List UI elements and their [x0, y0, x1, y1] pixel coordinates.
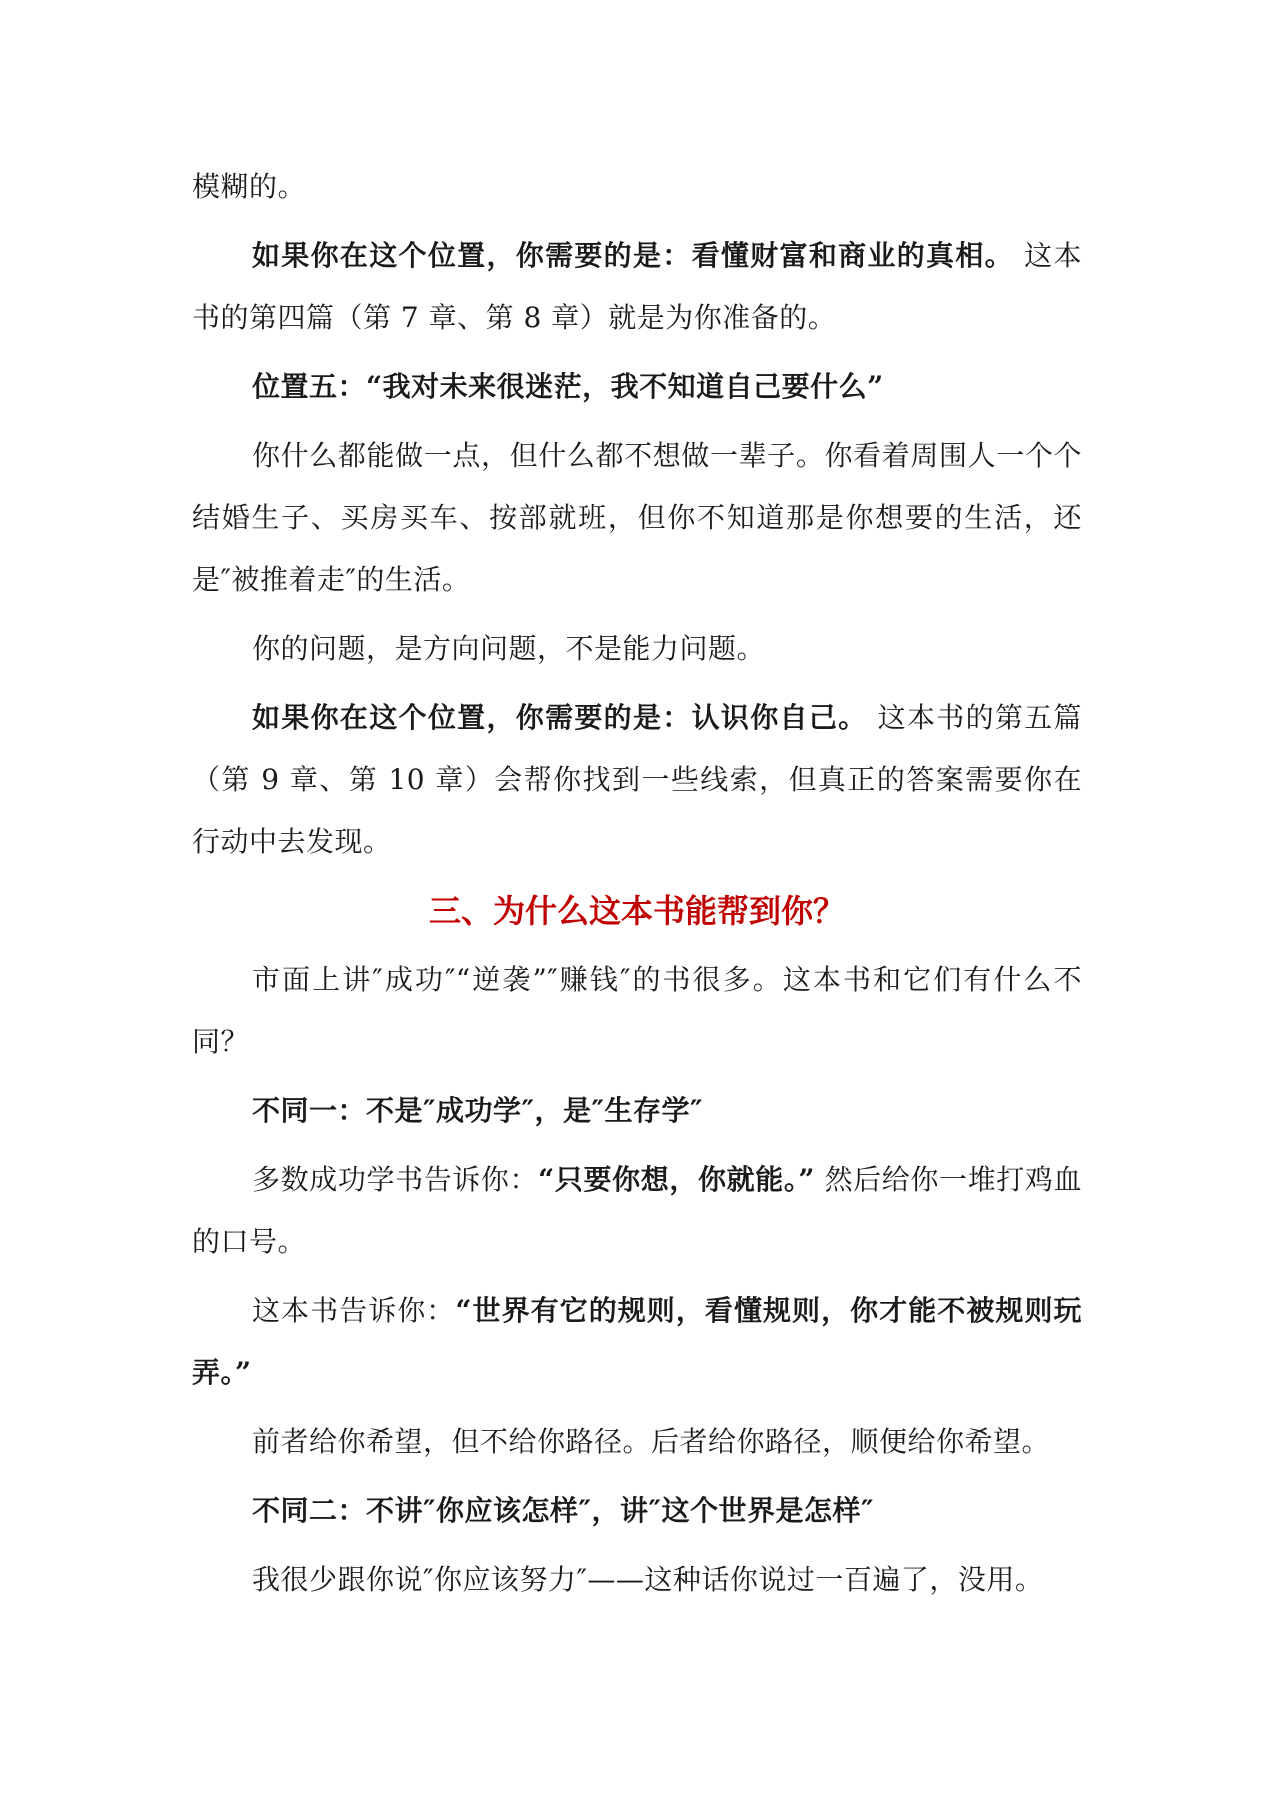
paragraph-rarely-say: [192, 1549, 1082, 1611]
paragraph-text: 你的问题，是方向问题，不是能力问题。: [252, 632, 766, 665]
paragraph-market-books: [192, 949, 1082, 1073]
paragraph-text: 这本书的第五篇（第 9 章、第 10 章）会帮你找到一些线索，但真正的答案需要你在行动中去发现。: [192, 701, 1082, 858]
paragraph-text: 多数成功学书告诉你：: [252, 1163, 539, 1196]
paragraph-bold-quote: “只要你想，你就能。”: [538, 1163, 816, 1196]
paragraph-this-book: [192, 1280, 1082, 1404]
paragraph-position5-need: [192, 687, 1082, 873]
paragraph-text: 模糊的。: [192, 170, 307, 203]
paragraph-position4-need: [192, 225, 1082, 349]
paragraph-text: 前者给你希望，但不给你路径。后者给你路径，顺便给你希望。: [252, 1425, 1051, 1458]
paragraph-continuation: [192, 156, 1082, 218]
paragraph-bold-text: 如果你在这个位置，你需要的是：看懂财富和商业的真相。: [252, 239, 1014, 272]
subheading-difference-two: [192, 1480, 1082, 1542]
subheading-text: 不同二：不讲″你应该怎样″，讲″这个世界是怎样″: [252, 1494, 875, 1527]
paragraph-text: 你什么都能做一点，但什么都不想做一辈子。你看着周围人一个个结婚生子、买房买车、按部就班，但你不知道那是你想要的生活，还是″被推着走″的生活。: [192, 439, 1082, 596]
paragraph-success-books: [192, 1149, 1082, 1273]
subheading-difference-one: [192, 1080, 1082, 1142]
subheading-position-five: [192, 356, 1082, 418]
paragraph-text: 这本书的第四篇（第 7 章、第 8 章）就是为你准备的。: [192, 239, 1082, 334]
paragraph-comparison: [192, 1411, 1082, 1473]
paragraph-text: 我很少跟你说″你应该努力″——这种话你说过一百遍了，没用。: [252, 1563, 1044, 1596]
paragraph-text: 这本书告诉你：: [252, 1294, 456, 1327]
section-heading: 三、为什么这本书能帮到你？: [428, 892, 845, 930]
paragraph-text: 然后给你一堆打鸡血的口号。: [192, 1163, 1082, 1258]
subheading-text: 位置五：“我对未来很迷茫，我不知道自己要什么”: [252, 370, 884, 403]
paragraph-bold-quote: “世界有它的规则，看懂规则，你才能不被规则玩弄。”: [192, 1294, 1082, 1389]
paragraph-text: 市面上讲″成功″“逆袭”″赚钱″的书很多。这本书和它们有什么不同？: [192, 963, 1082, 1058]
subheading-text: 不同一：不是″成功学″，是″生存学″: [252, 1094, 704, 1127]
paragraph-position5-problem: [192, 618, 1082, 680]
document-page: [192, 156, 1082, 1618]
paragraph-position5-desc: [192, 425, 1082, 611]
paragraph-bold-text: 如果你在这个位置，你需要的是：认识你自己。: [252, 701, 868, 734]
